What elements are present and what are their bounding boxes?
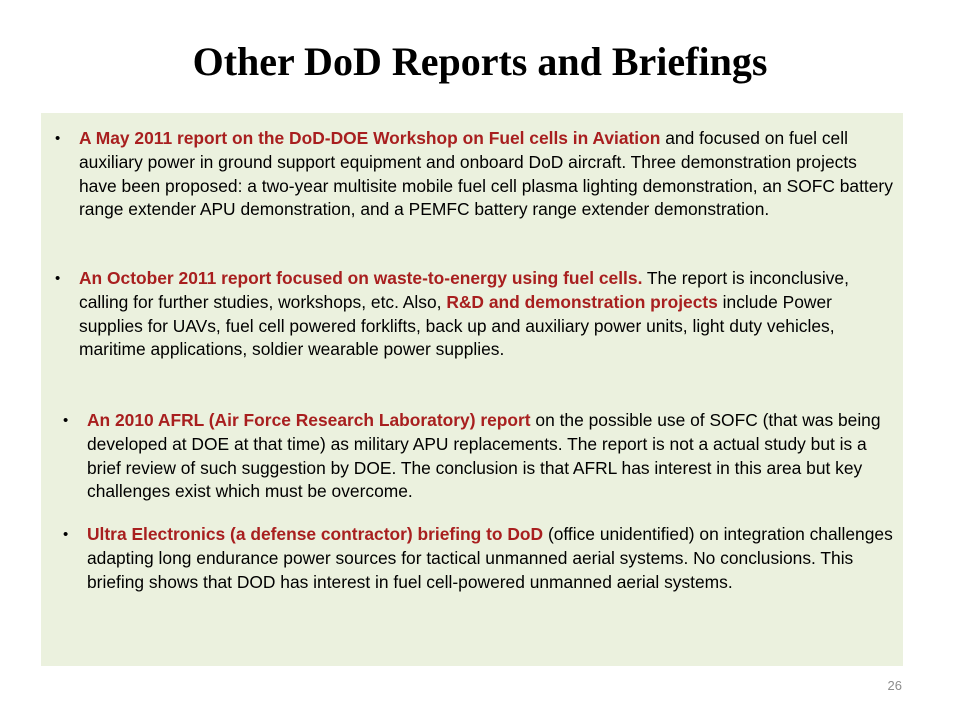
bullet-text xyxy=(87,523,897,594)
page-number: 26 xyxy=(887,678,902,693)
bullet-highlight: An 2010 AFRL (Air Force Research Laboratory) report xyxy=(87,410,531,430)
bullet-point-icon: • xyxy=(55,270,61,287)
bullet-body: on the possible use of SOFC (that was being developed at DOE at that time) as military APU replacements. The report is not a actual study but is a brief review of such suggestion by DOE. The conclusion is that AFRL has interest in this area but key challenges exist which must be overcome. xyxy=(87,410,881,502)
bullet-highlight: A May 2011 report on the DoD-DOE Workshop on Fuel cells in Aviation xyxy=(79,128,661,148)
bullet-text xyxy=(79,127,897,222)
bullet-highlight: An October 2011 report focused on waste-to-energy using fuel cells. xyxy=(79,268,643,288)
bullet-body-secondary: include Power supplies for UAVs, fuel cell powered forklifts, back up and auxiliary power units, light duty vehicles, maritime applications, soldier wearable power supplies. xyxy=(79,291,835,360)
bullet-highlight-secondary: R&D and demonstration projects xyxy=(446,291,718,312)
content-box xyxy=(41,113,903,666)
bullet-text xyxy=(79,267,897,362)
bullet-point-icon: • xyxy=(55,130,61,147)
bullet-point-icon: • xyxy=(63,412,69,429)
bullet-body: (office unidentified) on integration challenges adapting long endurance power sources for tactical unmanned aerial systems. No conclusions. This briefing shows that DOD has interest in fuel cell-powered unmanned aerial systems. xyxy=(87,524,893,592)
bullet-body: and focused on fuel cell auxiliary power in ground support equipment and onboard DoD aircraft. Three demonstration projects have been proposed: a two-year multisite mobile fuel cell plasma lighting demonstration, an SOFC battery range extender APU demonstration, and a PEMFC battery range extender demonstration. xyxy=(79,128,893,220)
bullet-point-icon: • xyxy=(63,526,69,543)
slide-title: Other DoD Reports and Briefings xyxy=(192,39,768,84)
bullet-highlight: Ultra Electronics (a defense contractor) briefing to DoD xyxy=(87,524,544,544)
bullet-body: The report is inconclusive, calling for further studies, workshops, etc. Also, xyxy=(79,268,849,312)
bullet-text xyxy=(87,409,897,504)
